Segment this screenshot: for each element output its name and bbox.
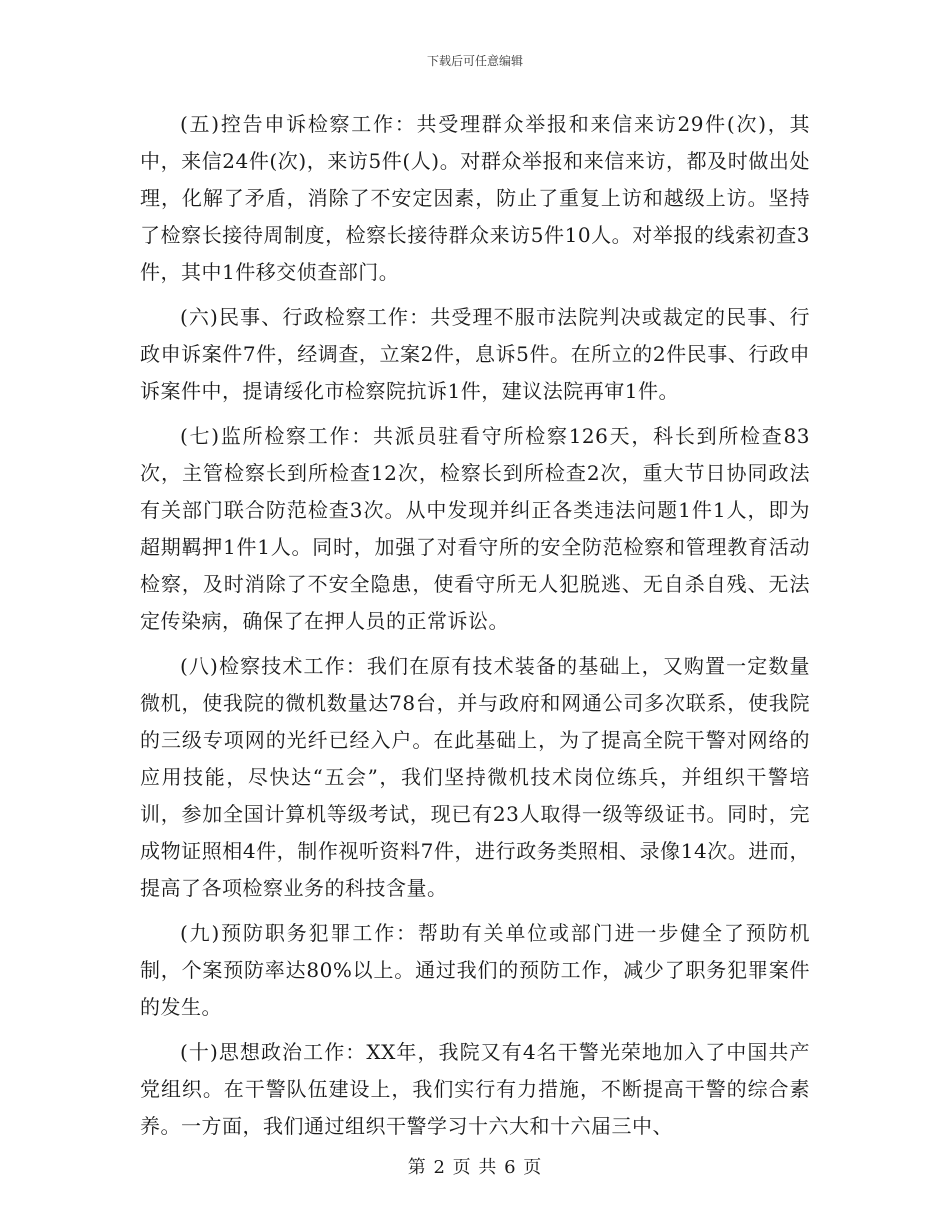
paragraph-detention-supervision: (七)监所检察工作：共派员驻看守所检察126天，科长到所检查83次，主管检察长到所检查12次，检察长到所检查2次，重大节日协同政法有关部门联合防范检查3次。从中发现并纠正各类违法问题1件1人，即为超期羁押1件1人。同时，加强了对看守所的安全防范检察和管理教育活动检察，及时消除了不安全隐患，使看守所无人犯脱逃、无自杀自残、无法定传染病，确保了在押人员的正常诉讼。 — [140, 424, 810, 633]
paragraph-political-work: (十)思想政治工作：XX年，我院又有4名干警光荣地加入了中国共产党组织。在干警队伍建设上，我们实行有力措施，不断提高干警的综合素养。一方面，我们通过组织干警学习十六大和十六届三中、 — [140, 1040, 810, 1138]
paragraph-crime-prevention: (九)预防职务犯罪工作：帮助有关单位或部门进一步健全了预防机制，个案预防率达80%以上。通过我们的预防工作，减少了职务犯罪案件的发生。 — [140, 921, 810, 1019]
document-body — [140, 106, 810, 1153]
paragraph-civil-administrative: (六)民事、行政检察工作：共受理不服市法院判决或裁定的民事、行政申诉案件7件，经调查，立案2件，息诉5件。在所立的2件民事、行政申诉案件中，提请绥化市检察院抗诉1件，建议法院再审1件。 — [140, 305, 810, 403]
page-number: 第 2 页 共 6 页 — [407, 1157, 543, 1178]
page-header: 下载后可任意编辑 — [426, 54, 523, 68]
paragraph-complaint-procuratorate: (五)控告申诉检察工作：共受理群众举报和来信来访29件(次)，其中，来信24件(次)，来访5件(人)。对群众举报和来信来访，都及时做出处理，化解了矛盾，消除了不安定因素，防止了重复上访和越级上访。坚持了检察长接待周制度，检察长接待群众来访5件10人。对举报的线索初查3件，其中1件移交侦查部门。 — [140, 112, 810, 284]
paragraph-technical-work: (八)检察技术工作：我们在原有技术装备的基础上，又购置一定数量微机，使我院的微机数量达78台，并与政府和网通公司多次联系，使我院的三级专项网的光纤已经入户。在此基础上，为了提高全院干警对网络的应用技能，尽快达“五会”，我们坚持微机技术岗位练兵，并组织干警培训，参加全国计算机等级考试，现已有23人取得一级等级证书。同时，完成物证照相4件，制作视听资料7件，进行政务类照相、录像14次。进而，提高了各项检察业务的科技含量。 — [140, 654, 810, 900]
